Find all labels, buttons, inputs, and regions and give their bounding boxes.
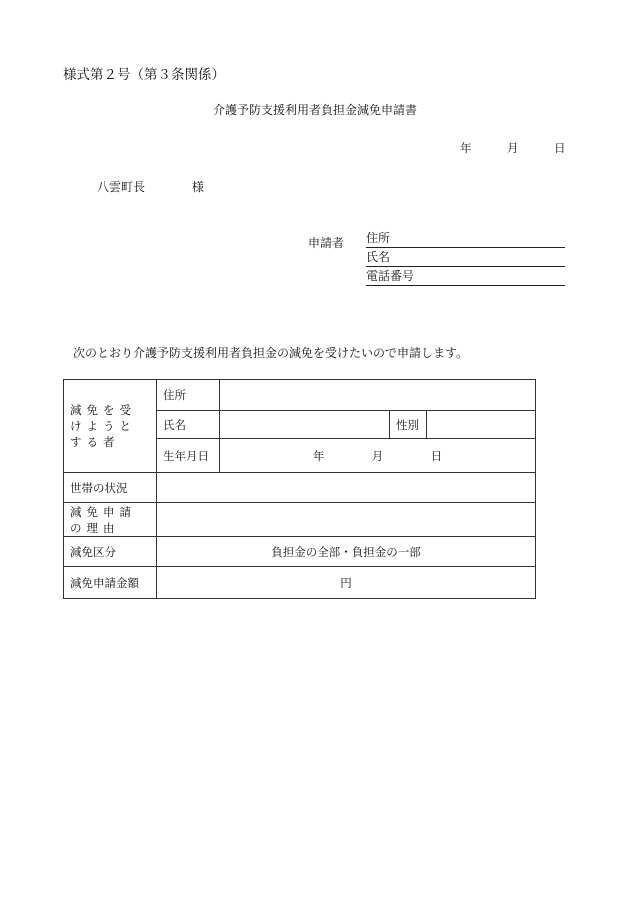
birth-day-label: 日 [430,448,443,463]
date-year-label: 年 [460,141,472,155]
household-label: 世帯の状況 [64,473,157,503]
form-number: 様式第２号（第３条関係） [63,67,225,83]
amount-unit: 円 [340,575,352,590]
applicant-label: 申請者 [308,236,345,250]
subject-gender-label: 性別 [390,411,427,439]
applicant-phone-label: 電話番号 [366,269,415,283]
addressee-suffix: 様 [192,180,205,194]
table-row [64,567,536,599]
applicant-name-label: 氏名 [366,250,391,264]
applicant-address-label: 住所 [366,231,391,245]
addressee-name: 八雲町長 [97,180,146,194]
birth-month-label: 月 [371,448,384,463]
reason-label: 減免申請の理由 [64,503,157,537]
subject-gender-field[interactable] [427,411,536,439]
intro-statement: 次のとおり介護予防支援利用者負担金の減免を受けたいので申請します。 [73,346,469,360]
table-row [64,380,536,411]
subject-address-field[interactable] [220,380,536,411]
subject-birth-field[interactable] [220,439,536,473]
table-row [64,503,536,537]
category-label: 減免区分 [64,537,157,567]
date-month-label: 月 [507,141,519,155]
date-day-label: 日 [554,141,566,155]
subject-label: 減免を受けようとする者 [64,380,157,473]
subject-address-label: 住所 [157,380,220,411]
amount-field[interactable] [157,567,536,599]
amount-label: 減免申請金額 [64,567,157,599]
application-table [63,379,536,599]
table-row [64,537,536,567]
subject-birth-label: 生年月日 [157,439,220,473]
birth-year-label: 年 [312,448,325,463]
subject-name-label: 氏名 [157,411,220,439]
table-row [64,473,536,503]
subject-name-field[interactable] [220,411,390,439]
applicant-name-field[interactable] [366,250,565,267]
reason-field[interactable] [157,503,536,537]
applicant-address-field[interactable] [366,231,565,248]
document-title: 介護予防支援利用者負担金減免申請書 [212,103,417,117]
applicant-phone-field[interactable] [366,269,565,286]
category-value[interactable]: 負担金の全部・負担金の一部 [157,537,536,567]
household-field[interactable] [157,473,536,503]
